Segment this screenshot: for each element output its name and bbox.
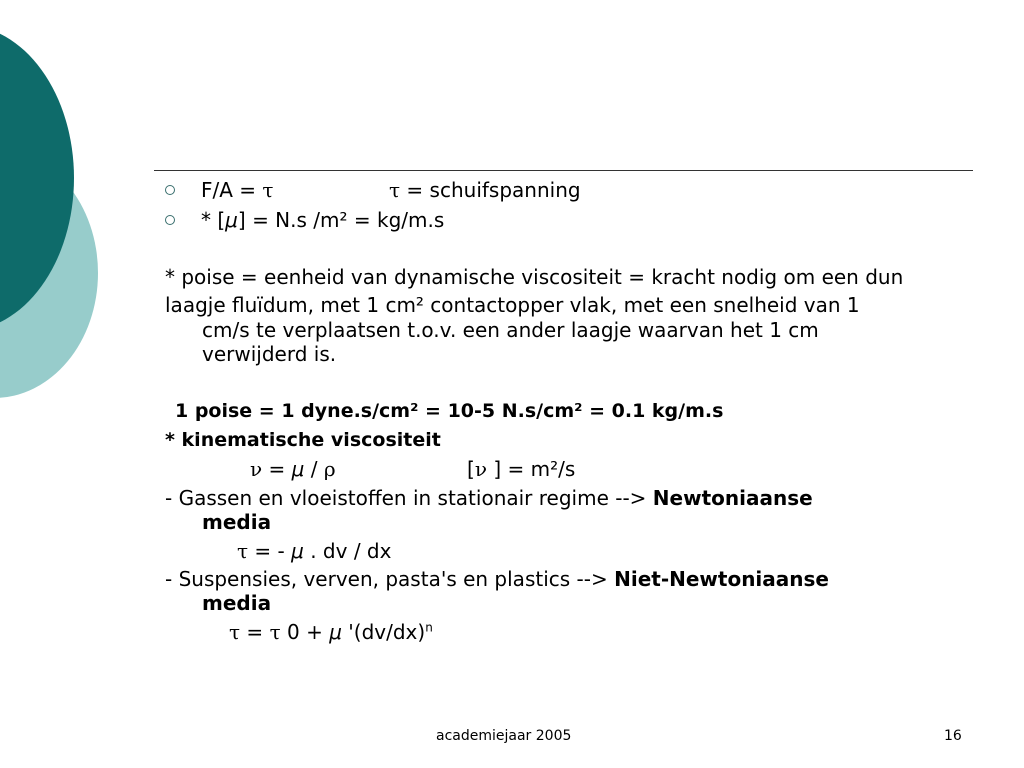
slash: / <box>304 457 324 481</box>
poise-equation: 1 poise = 1 dyne.s/cm² = 10-5 N.s/cm² = 0.1 kg/m.s <box>175 400 724 422</box>
mu-symbol: μ <box>291 457 305 481</box>
bullet-mu-units <box>201 208 444 232</box>
bracket-open: [ <box>467 457 475 481</box>
newtonian-label: Newtoniaanse <box>652 486 813 510</box>
units-text: ] = m²/s <box>486 457 576 481</box>
suspension-line <box>165 567 829 591</box>
gradient-text: '(dv/dx) <box>341 620 426 644</box>
equals: = <box>240 620 270 644</box>
kinematic-units <box>467 457 575 481</box>
tau-symbol: τ <box>262 178 274 202</box>
poise-line-4: verwijderd is. <box>202 342 337 366</box>
tau-symbol: τ <box>229 620 241 644</box>
tau-symbol: τ <box>237 539 249 563</box>
kinematic-heading: * kinematische viscositeit <box>165 429 441 451</box>
tau-symbol: τ <box>269 620 281 644</box>
nu-symbol: ν <box>250 457 263 481</box>
gradient-text: . dv / dx <box>303 539 392 563</box>
bullet-circle-icon <box>165 185 175 195</box>
mu-symbol: μ <box>291 539 304 563</box>
mu-units: ] = N.s /m² = kg/m.s <box>237 208 445 232</box>
gas-text: - Gassen en vloeistoffen in stationair regime --> <box>165 486 653 510</box>
newtonian-equation <box>237 539 391 563</box>
poise-line-1: * poise = eenheid van dynamische viscositeit = kracht nodig om een dun <box>165 265 904 289</box>
footer-year: academiejaar 2005 <box>436 728 572 744</box>
gas-media: media <box>202 510 272 534</box>
suspension-media: media <box>202 591 272 615</box>
bullet-circle-icon <box>165 215 175 225</box>
non-newtonian-label: Niet-Newtoniaanse <box>614 567 829 591</box>
fa-text: F/A = <box>201 178 263 202</box>
rho-symbol: ρ <box>323 457 336 481</box>
equals: = <box>262 457 292 481</box>
nu-symbol: ν <box>474 457 487 481</box>
mu-open: * [ <box>201 208 226 232</box>
tau-symbol: τ <box>389 178 401 202</box>
tau-definition <box>389 178 581 202</box>
kinematic-equation <box>250 457 336 481</box>
gas-line <box>165 486 813 510</box>
schuifspanning-text: = schuifspanning <box>400 178 581 202</box>
suspension-text: - Suspensies, verven, pasta's en plastics --> <box>165 567 615 591</box>
mu-symbol: μ <box>329 620 342 644</box>
bullet-fa-tau <box>201 178 273 202</box>
power-law-equation <box>229 620 433 644</box>
page-number: 16 <box>944 728 962 744</box>
zero-plus: 0 + <box>280 620 330 644</box>
poise-line-3: cm/s te verplaatsen t.o.v. een ander laagje waarvan het 1 cm <box>202 318 819 342</box>
equals: = - <box>248 539 292 563</box>
title-rule <box>154 170 973 171</box>
mu-symbol: μ <box>225 208 238 232</box>
exponent-n: n <box>425 620 433 635</box>
poise-line-2: laagje fluïdum, met 1 cm² contactopper vlak, met een snelheid van 1 <box>165 293 860 317</box>
